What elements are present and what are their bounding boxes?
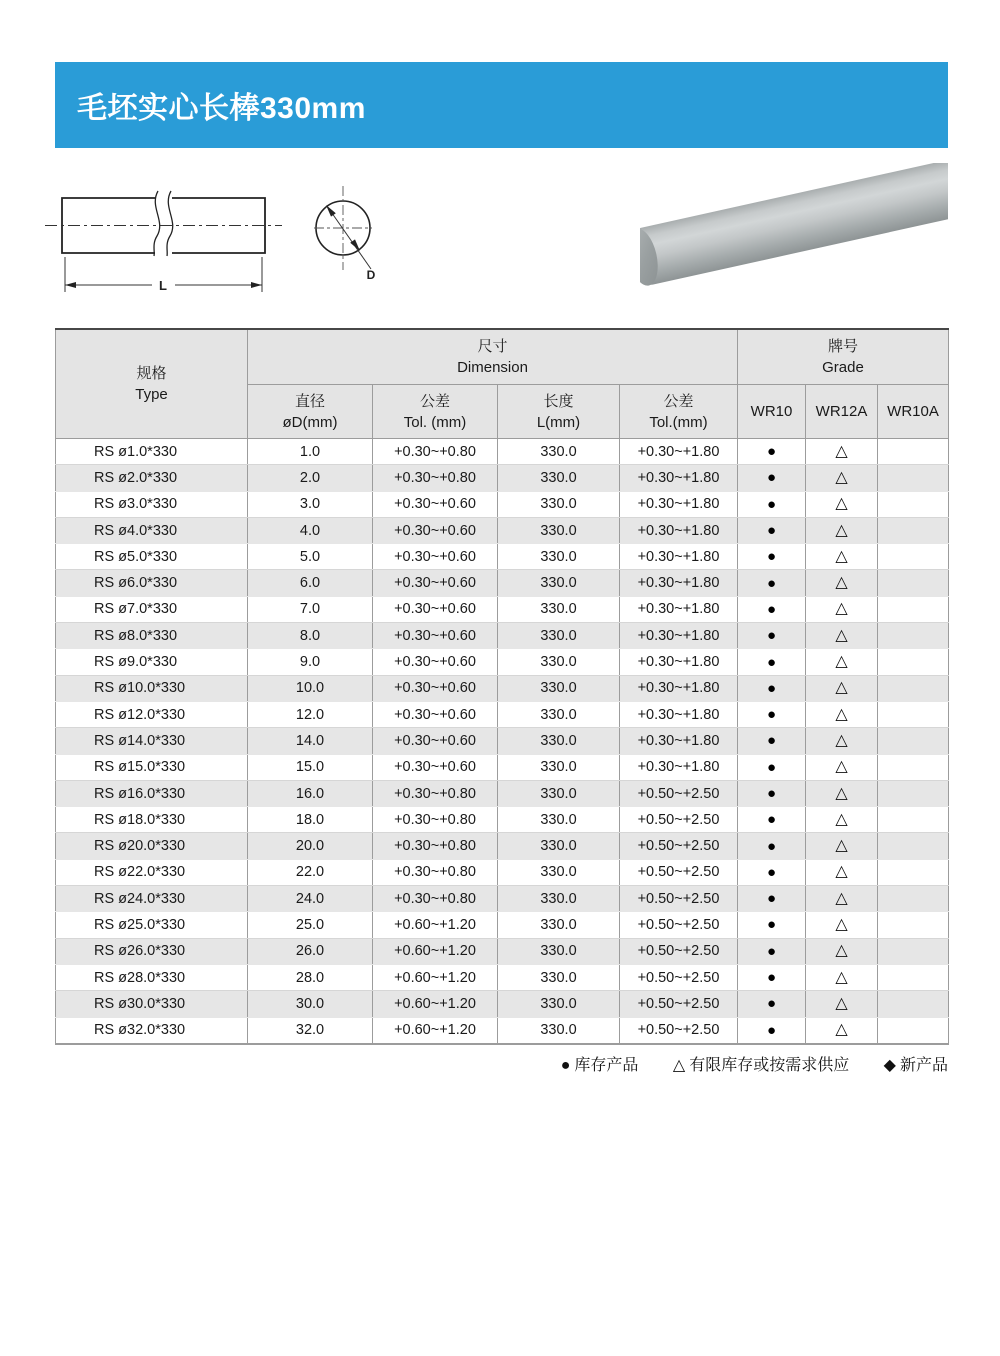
length-cell: 330.0 [498, 912, 620, 938]
table-row [56, 833, 949, 859]
table-row [56, 596, 949, 622]
rod-photo [640, 163, 948, 311]
wr10a-mark-cell [878, 517, 949, 543]
wr12a-mark-cell: △ [806, 807, 878, 833]
tolerance-l-cell: +0.50~+2.50 [620, 886, 738, 912]
wr10a-mark-cell [878, 912, 949, 938]
length-cell: 330.0 [498, 1017, 620, 1044]
header-diameter-cn: 直径 [294, 392, 325, 410]
length-cell: 330.0 [498, 938, 620, 964]
rod-drawing-svg [45, 180, 390, 305]
header-diameter [248, 385, 373, 439]
legend-item-stock [561, 1057, 639, 1074]
diameter-cell: 30.0 [248, 991, 373, 1017]
limited-triangle-icon: △ [672, 1057, 686, 1074]
diameter-cell: 2.0 [248, 465, 373, 491]
diameter-cell: 4.0 [248, 517, 373, 543]
legend-limited-label: 有限库存或按需求供应 [689, 1057, 850, 1074]
length-cell: 330.0 [498, 728, 620, 754]
wr12a-mark-cell: △ [806, 675, 878, 701]
tolerance-d-cell: +0.30~+0.60 [373, 596, 498, 622]
header-length-cn: 长度 [543, 392, 574, 410]
wr10a-mark-cell [878, 623, 949, 649]
length-cell: 330.0 [498, 439, 620, 465]
wr10a-mark-cell [878, 833, 949, 859]
length-cell: 330.0 [498, 964, 620, 990]
wr12a-mark-cell: △ [806, 596, 878, 622]
tolerance-l-cell: +0.30~+1.80 [620, 491, 738, 517]
wr12a-mark-cell: △ [806, 623, 878, 649]
table-row [56, 570, 949, 596]
length-cell: 330.0 [498, 754, 620, 780]
legend-item-limited [673, 1057, 849, 1074]
wr12a-mark-cell: △ [806, 912, 878, 938]
length-cell: 330.0 [498, 570, 620, 596]
wr12a-mark-cell: △ [806, 780, 878, 806]
diameter-cell: 1.0 [248, 439, 373, 465]
length-cell: 330.0 [498, 517, 620, 543]
wr10-mark-cell: ● [738, 465, 806, 491]
wr10-mark-cell: ● [738, 912, 806, 938]
tolerance-d-cell: +0.30~+0.60 [373, 754, 498, 780]
tolerance-d-cell: +0.30~+0.60 [373, 570, 498, 596]
wr10a-mark-cell [878, 649, 949, 675]
type-cell: RS ø7.0*330 [56, 596, 248, 622]
tolerance-l-cell: +0.50~+2.50 [620, 833, 738, 859]
tolerance-d-cell: +0.30~+0.60 [373, 675, 498, 701]
length-cell: 330.0 [498, 675, 620, 701]
header-grade-cn: 牌号 [827, 338, 858, 355]
stock-dot-icon: ● [560, 1057, 571, 1074]
wr10-mark-cell: ● [738, 807, 806, 833]
wr10a-mark-cell [878, 544, 949, 570]
wr10a-mark-cell [878, 991, 949, 1017]
diameter-cell: 8.0 [248, 623, 373, 649]
wr12a-mark-cell: △ [806, 859, 878, 885]
length-cell: 330.0 [498, 780, 620, 806]
header-dimension-cn: 尺寸 [477, 338, 508, 355]
wr10a-mark-cell [878, 465, 949, 491]
wr10-mark-cell: ● [738, 649, 806, 675]
tolerance-d-cell: +0.30~+0.80 [373, 780, 498, 806]
table-row [56, 754, 949, 780]
length-cell: 330.0 [498, 807, 620, 833]
table-row [56, 807, 949, 833]
header-grade-wr10a: WR10A [878, 385, 949, 439]
header-grade-wr12a: WR12A [806, 385, 878, 439]
wr12a-mark-cell: △ [806, 833, 878, 859]
tolerance-d-cell: +0.30~+0.80 [373, 833, 498, 859]
wr10-mark-cell: ● [738, 780, 806, 806]
tolerance-l-cell: +0.30~+1.80 [620, 649, 738, 675]
table-row [56, 938, 949, 964]
tolerance-d-cell: +0.60~+1.20 [373, 938, 498, 964]
wr12a-mark-cell: △ [806, 570, 878, 596]
arrowhead-icon [326, 205, 336, 217]
wr12a-mark-cell: △ [806, 544, 878, 570]
tolerance-d-cell: +0.60~+1.20 [373, 964, 498, 990]
wr10-mark-cell: ● [738, 701, 806, 727]
table-row [56, 728, 949, 754]
table-row [56, 701, 949, 727]
wr12a-mark-cell: △ [806, 991, 878, 1017]
tolerance-d-cell: +0.60~+1.20 [373, 912, 498, 938]
diameter-cell: 9.0 [248, 649, 373, 675]
wr10-mark-cell: ● [738, 833, 806, 859]
break-line-icon [167, 191, 173, 256]
type-cell: RS ø9.0*330 [56, 649, 248, 675]
type-cell: RS ø30.0*330 [56, 991, 248, 1017]
diameter-dimension-label: D [366, 268, 376, 282]
type-cell: RS ø15.0*330 [56, 754, 248, 780]
availability-legend [561, 1052, 948, 1075]
tolerance-l-cell: +0.30~+1.80 [620, 439, 738, 465]
wr12a-mark-cell: △ [806, 754, 878, 780]
length-cell: 330.0 [498, 465, 620, 491]
tolerance-d-cell: +0.30~+0.60 [373, 623, 498, 649]
table-row [56, 780, 949, 806]
wr10a-mark-cell [878, 570, 949, 596]
wr10a-mark-cell [878, 596, 949, 622]
wr12a-mark-cell: △ [806, 1017, 878, 1044]
diameter-cell: 18.0 [248, 807, 373, 833]
tolerance-d-cell: +0.60~+1.20 [373, 991, 498, 1017]
type-cell: RS ø6.0*330 [56, 570, 248, 596]
header-type-en: Type [135, 386, 168, 403]
length-cell: 330.0 [498, 544, 620, 570]
wr12a-mark-cell: △ [806, 701, 878, 727]
diameter-cell: 15.0 [248, 754, 373, 780]
diameter-cell: 14.0 [248, 728, 373, 754]
header-grade-wr10: WR10 [738, 385, 806, 439]
wr12a-mark-cell: △ [806, 728, 878, 754]
header-tol2-cn: 公差 [663, 392, 694, 410]
wr10a-mark-cell [878, 701, 949, 727]
tolerance-d-cell: +0.30~+0.80 [373, 886, 498, 912]
wr10-mark-cell: ● [738, 991, 806, 1017]
type-cell: RS ø28.0*330 [56, 964, 248, 990]
tolerance-d-cell: +0.30~+0.60 [373, 491, 498, 517]
wr10-mark-cell: ● [738, 964, 806, 990]
wr10a-mark-cell [878, 728, 949, 754]
tolerance-l-cell: +0.30~+1.80 [620, 517, 738, 543]
diameter-cell: 5.0 [248, 544, 373, 570]
table-row [56, 517, 949, 543]
tolerance-l-cell: +0.50~+2.50 [620, 991, 738, 1017]
tolerance-l-cell: +0.30~+1.80 [620, 465, 738, 491]
wr12a-mark-cell: △ [806, 491, 878, 517]
arrowhead-icon [65, 282, 76, 288]
wr12a-mark-cell: △ [806, 964, 878, 990]
diameter-arrow-line [327, 206, 371, 269]
wr10a-mark-cell [878, 938, 949, 964]
type-cell: RS ø24.0*330 [56, 886, 248, 912]
wr12a-mark-cell: △ [806, 649, 878, 675]
length-cell: 330.0 [498, 833, 620, 859]
tolerance-l-cell: +0.30~+1.80 [620, 754, 738, 780]
type-cell: RS ø1.0*330 [56, 439, 248, 465]
header-dimension-group [248, 329, 738, 385]
length-cell: 330.0 [498, 491, 620, 517]
wr10-mark-cell: ● [738, 544, 806, 570]
type-cell: RS ø32.0*330 [56, 1017, 248, 1044]
wr10a-mark-cell [878, 1017, 949, 1044]
tolerance-l-cell: +0.30~+1.80 [620, 675, 738, 701]
length-cell: 330.0 [498, 596, 620, 622]
title-banner [55, 62, 948, 148]
wr10-mark-cell: ● [738, 938, 806, 964]
diameter-cell: 24.0 [248, 886, 373, 912]
wr10-mark-cell: ● [738, 491, 806, 517]
header-type [56, 329, 248, 439]
new-diamond-icon: ◆ [883, 1057, 896, 1074]
tolerance-l-cell: +0.30~+1.80 [620, 596, 738, 622]
header-tolerance-l [620, 385, 738, 439]
wr12a-mark-cell: △ [806, 517, 878, 543]
wr10-mark-cell: ● [738, 1017, 806, 1044]
tolerance-d-cell: +0.30~+0.80 [373, 465, 498, 491]
wr10a-mark-cell [878, 859, 949, 885]
type-cell: RS ø18.0*330 [56, 807, 248, 833]
table-row [56, 623, 949, 649]
table-row [56, 1017, 949, 1044]
length-cell: 330.0 [498, 649, 620, 675]
tolerance-d-cell: +0.30~+0.80 [373, 439, 498, 465]
page-title: 毛坯实心长棒330mm [77, 92, 366, 125]
diameter-cell: 22.0 [248, 859, 373, 885]
diameter-cell: 28.0 [248, 964, 373, 990]
wr10-mark-cell: ● [738, 754, 806, 780]
tolerance-l-cell: +0.50~+2.50 [620, 1017, 738, 1044]
diameter-cell: 6.0 [248, 570, 373, 596]
wr10a-mark-cell [878, 780, 949, 806]
table-row [56, 439, 949, 465]
diameter-cell: 32.0 [248, 1017, 373, 1044]
diameter-cell: 26.0 [248, 938, 373, 964]
header-tol2-en: Tol.(mm) [649, 413, 708, 431]
wr10a-mark-cell [878, 807, 949, 833]
tolerance-l-cell: +0.50~+2.50 [620, 807, 738, 833]
wr12a-mark-cell: △ [806, 439, 878, 465]
tolerance-l-cell: +0.50~+2.50 [620, 859, 738, 885]
table-row [56, 912, 949, 938]
rod-image [640, 163, 948, 288]
break-line-icon [154, 191, 160, 256]
diameter-cell: 12.0 [248, 701, 373, 727]
wr10-mark-cell: ● [738, 623, 806, 649]
type-cell: RS ø8.0*330 [56, 623, 248, 649]
wr12a-mark-cell: △ [806, 938, 878, 964]
type-cell: RS ø5.0*330 [56, 544, 248, 570]
type-cell: RS ø3.0*330 [56, 491, 248, 517]
legend-item-new [884, 1057, 948, 1074]
header-tol1-en: Tol. (mm) [403, 413, 467, 431]
table-row [56, 491, 949, 517]
wr12a-mark-cell: △ [806, 465, 878, 491]
diameter-cell: 20.0 [248, 833, 373, 859]
tolerance-d-cell: +0.30~+0.80 [373, 807, 498, 833]
tolerance-l-cell: +0.30~+1.80 [620, 570, 738, 596]
tolerance-d-cell: +0.30~+0.60 [373, 649, 498, 675]
header-diameter-en: øD(mm) [282, 413, 338, 431]
header-length-en: L(mm) [536, 413, 581, 431]
wr10a-mark-cell [878, 439, 949, 465]
length-cell: 330.0 [498, 623, 620, 649]
header-dimension-en: Dimension [457, 359, 528, 376]
tolerance-d-cell: +0.30~+0.60 [373, 701, 498, 727]
tolerance-d-cell: +0.30~+0.60 [373, 544, 498, 570]
diameter-cell: 10.0 [248, 675, 373, 701]
type-cell: RS ø12.0*330 [56, 701, 248, 727]
table-row [56, 991, 949, 1017]
length-cell: 330.0 [498, 886, 620, 912]
tolerance-l-cell: +0.30~+1.80 [620, 623, 738, 649]
tolerance-l-cell: +0.50~+2.50 [620, 912, 738, 938]
wr10a-mark-cell [878, 886, 949, 912]
type-cell: RS ø16.0*330 [56, 780, 248, 806]
legend-stock-label: 库存产品 [574, 1057, 639, 1074]
diameter-cell: 25.0 [248, 912, 373, 938]
type-cell: RS ø26.0*330 [56, 938, 248, 964]
wr10-mark-cell: ● [738, 439, 806, 465]
type-cell: RS ø10.0*330 [56, 675, 248, 701]
header-length [498, 385, 620, 439]
type-cell: RS ø2.0*330 [56, 465, 248, 491]
length-cell: 330.0 [498, 859, 620, 885]
legend-new-label: 新产品 [899, 1057, 948, 1074]
table-row [56, 964, 949, 990]
wr10-mark-cell: ● [738, 675, 806, 701]
type-cell: RS ø20.0*330 [56, 833, 248, 859]
table-row [56, 465, 949, 491]
tolerance-l-cell: +0.30~+1.80 [620, 728, 738, 754]
header-grade-group [738, 329, 949, 385]
tolerance-l-cell: +0.50~+2.50 [620, 780, 738, 806]
wr10-mark-cell: ● [738, 596, 806, 622]
spec-table-body [56, 439, 949, 1044]
type-cell: RS ø4.0*330 [56, 517, 248, 543]
arrowhead-icon [251, 282, 262, 288]
wr12a-mark-cell: △ [806, 886, 878, 912]
wr10a-mark-cell [878, 964, 949, 990]
tolerance-d-cell: +0.30~+0.60 [373, 728, 498, 754]
length-dimension-label: L [159, 278, 167, 293]
tolerance-l-cell: +0.50~+2.50 [620, 938, 738, 964]
diameter-cell: 3.0 [248, 491, 373, 517]
length-cell: 330.0 [498, 991, 620, 1017]
rod-technical-drawing [45, 180, 390, 305]
wr10-mark-cell: ● [738, 570, 806, 596]
tolerance-d-cell: +0.30~+0.60 [373, 517, 498, 543]
length-cell: 330.0 [498, 701, 620, 727]
header-tolerance-d [373, 385, 498, 439]
type-cell: RS ø14.0*330 [56, 728, 248, 754]
diameter-cell: 7.0 [248, 596, 373, 622]
tolerance-d-cell: +0.30~+0.80 [373, 859, 498, 885]
wr10-mark-cell: ● [738, 859, 806, 885]
tolerance-l-cell: +0.50~+2.50 [620, 964, 738, 990]
header-tol1-cn: 公差 [419, 392, 450, 410]
table-row [56, 675, 949, 701]
header-type-cn: 规格 [136, 365, 167, 382]
wr10-mark-cell: ● [738, 517, 806, 543]
table-row [56, 886, 949, 912]
wr10a-mark-cell [878, 491, 949, 517]
type-cell: RS ø25.0*330 [56, 912, 248, 938]
wr10-mark-cell: ● [738, 728, 806, 754]
spec-table [55, 328, 949, 1045]
tolerance-l-cell: +0.30~+1.80 [620, 544, 738, 570]
wr10a-mark-cell [878, 675, 949, 701]
tolerance-l-cell: +0.30~+1.80 [620, 701, 738, 727]
table-row [56, 649, 949, 675]
table-row [56, 859, 949, 885]
header-grade-en: Grade [822, 359, 864, 376]
wr10-mark-cell: ● [738, 886, 806, 912]
type-cell: RS ø22.0*330 [56, 859, 248, 885]
diameter-cell: 16.0 [248, 780, 373, 806]
wr10a-mark-cell [878, 754, 949, 780]
table-row [56, 544, 949, 570]
tolerance-d-cell: +0.60~+1.20 [373, 1017, 498, 1044]
